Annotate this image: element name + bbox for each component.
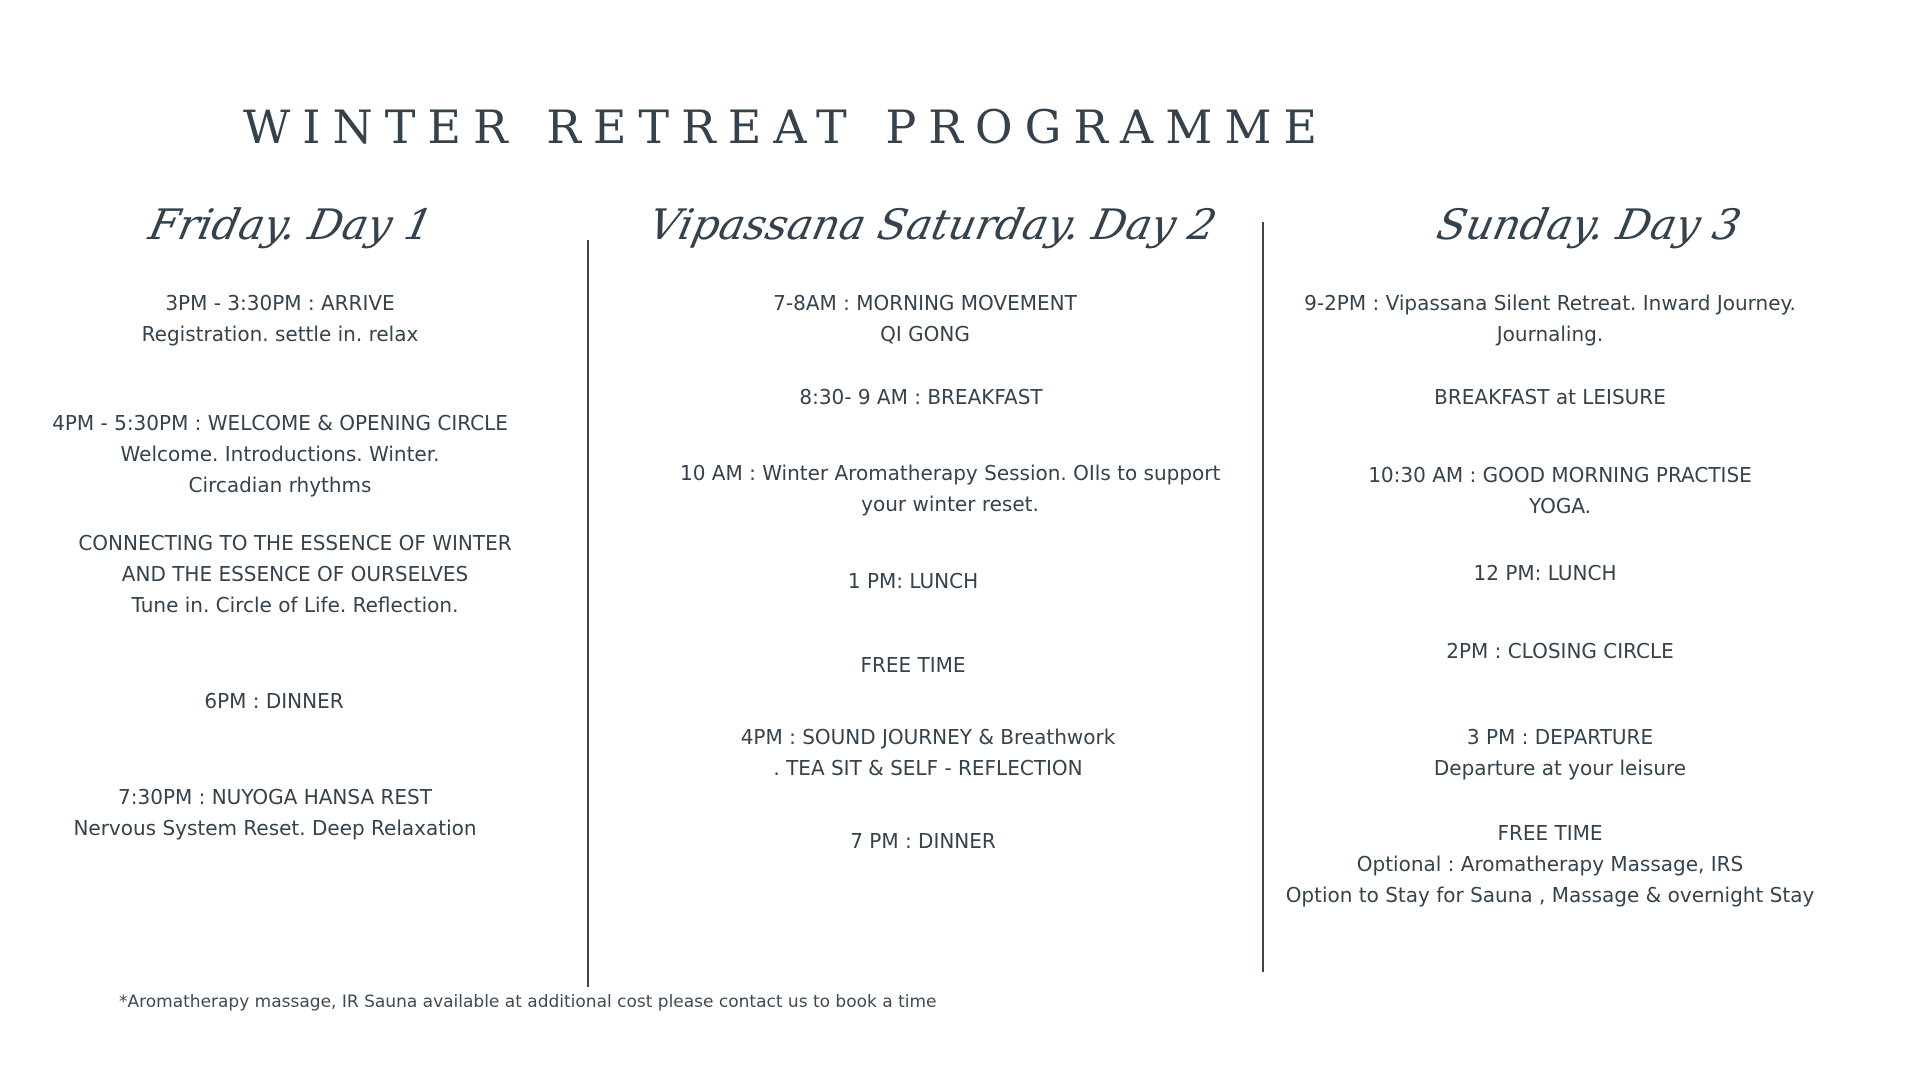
schedule-line: 1 PM: LUNCH: [847, 569, 979, 593]
schedule-line: Departure at your leisure: [1433, 756, 1687, 780]
schedule-item: [40, 408, 520, 501]
schedule-item: [725, 288, 1125, 350]
schedule-line: Tune in. Circle of Life. Reflection.: [131, 593, 459, 617]
schedule-line: 4PM - 5:30PM : WELCOME & OPENING CIRCLE: [52, 411, 508, 435]
schedule-line: 9-2PM : Vipassana Silent Retreat. Inward Journey.: [1304, 291, 1796, 315]
schedule-line: FREE TIME: [860, 653, 966, 677]
schedule-line: 7 PM : DINNER: [850, 829, 996, 853]
schedule-line: Journaling.: [1496, 322, 1604, 346]
schedule-line: 10:30 AM : GOOD MORNING PRACTISE: [1368, 463, 1752, 487]
schedule-line: Optional : Aromatherapy Massage, IRS: [1356, 852, 1744, 876]
schedule-line: 7:30PM : NUYOGA HANSA REST: [118, 785, 432, 809]
schedule-item: [80, 288, 480, 350]
day-2-heading: Vipassana Saturday. Day 2: [644, 200, 1221, 249]
schedule-item: [124, 686, 424, 717]
schedule-item: [1270, 818, 1830, 911]
schedule-item: [60, 528, 530, 621]
footnote: *Aromatherapy massage, IR Sauna available at additional cost please contact us to book a time: [119, 992, 937, 1012]
schedule-line: Registration. settle in. relax: [141, 322, 419, 346]
schedule-line: . TEA SIT & SELF - REFLECTION: [773, 756, 1083, 780]
schedule-item: [771, 382, 1071, 413]
schedule-line: 3PM - 3:30PM : ARRIVE: [165, 291, 395, 315]
schedule-line: YOGA.: [1528, 494, 1592, 518]
page-title: WINTER RETREAT PROGRAMME: [243, 100, 1330, 154]
schedule-line: Nervous System Reset. Deep Relaxation: [73, 816, 477, 840]
column-divider-left: [587, 240, 589, 987]
schedule-item: [1410, 636, 1710, 667]
schedule-line: CONNECTING TO THE ESSENCE OF WINTER: [78, 531, 512, 555]
schedule-line: 8:30- 9 AM : BREAKFAST: [799, 385, 1043, 409]
schedule-line: 12 PM: LUNCH: [1473, 561, 1617, 585]
schedule-line: FREE TIME: [1497, 821, 1603, 845]
schedule-item: [1290, 288, 1810, 350]
day-1-heading: Friday. Day 1: [144, 200, 438, 249]
schedule-item: [1410, 722, 1710, 784]
schedule-line: 10 AM : Winter Aromatherapy Session. OIls to support: [680, 461, 1221, 485]
schedule-item: [813, 566, 1013, 597]
schedule-item: [50, 782, 500, 844]
schedule-line: AND THE ESSENCE OF OURSELVES: [121, 562, 469, 586]
column-divider-right: [1262, 222, 1264, 972]
schedule-line: 6PM : DINNER: [204, 689, 344, 713]
schedule-item: [1360, 460, 1760, 522]
schedule-item: [680, 458, 1220, 520]
schedule-line: BREAKFAST at LEISURE: [1434, 385, 1666, 409]
schedule-line: 7-8AM : MORNING MOVEMENT: [773, 291, 1077, 315]
schedule-item: [1445, 558, 1645, 589]
schedule-line: Option to Stay for Sauna , Massage & overnight Stay: [1285, 883, 1815, 907]
schedule-line: Circadian rhythms: [188, 473, 372, 497]
schedule-line: 2PM : CLOSING CIRCLE: [1446, 639, 1674, 663]
schedule-line: QI GONG: [880, 322, 970, 346]
schedule-line: Welcome. Introductions. Winter.: [120, 442, 440, 466]
schedule-item: [813, 650, 1013, 681]
schedule-line: your winter reset.: [861, 492, 1039, 516]
schedule-line: 3 PM : DEPARTURE: [1466, 725, 1654, 749]
schedule-item: [728, 722, 1128, 784]
schedule-item: [1400, 382, 1700, 413]
day-3-heading: Sunday. Day 3: [1432, 200, 1746, 249]
schedule-line: 4PM : SOUND JOURNEY & Breathwork: [740, 725, 1116, 749]
schedule-item: [823, 826, 1023, 857]
